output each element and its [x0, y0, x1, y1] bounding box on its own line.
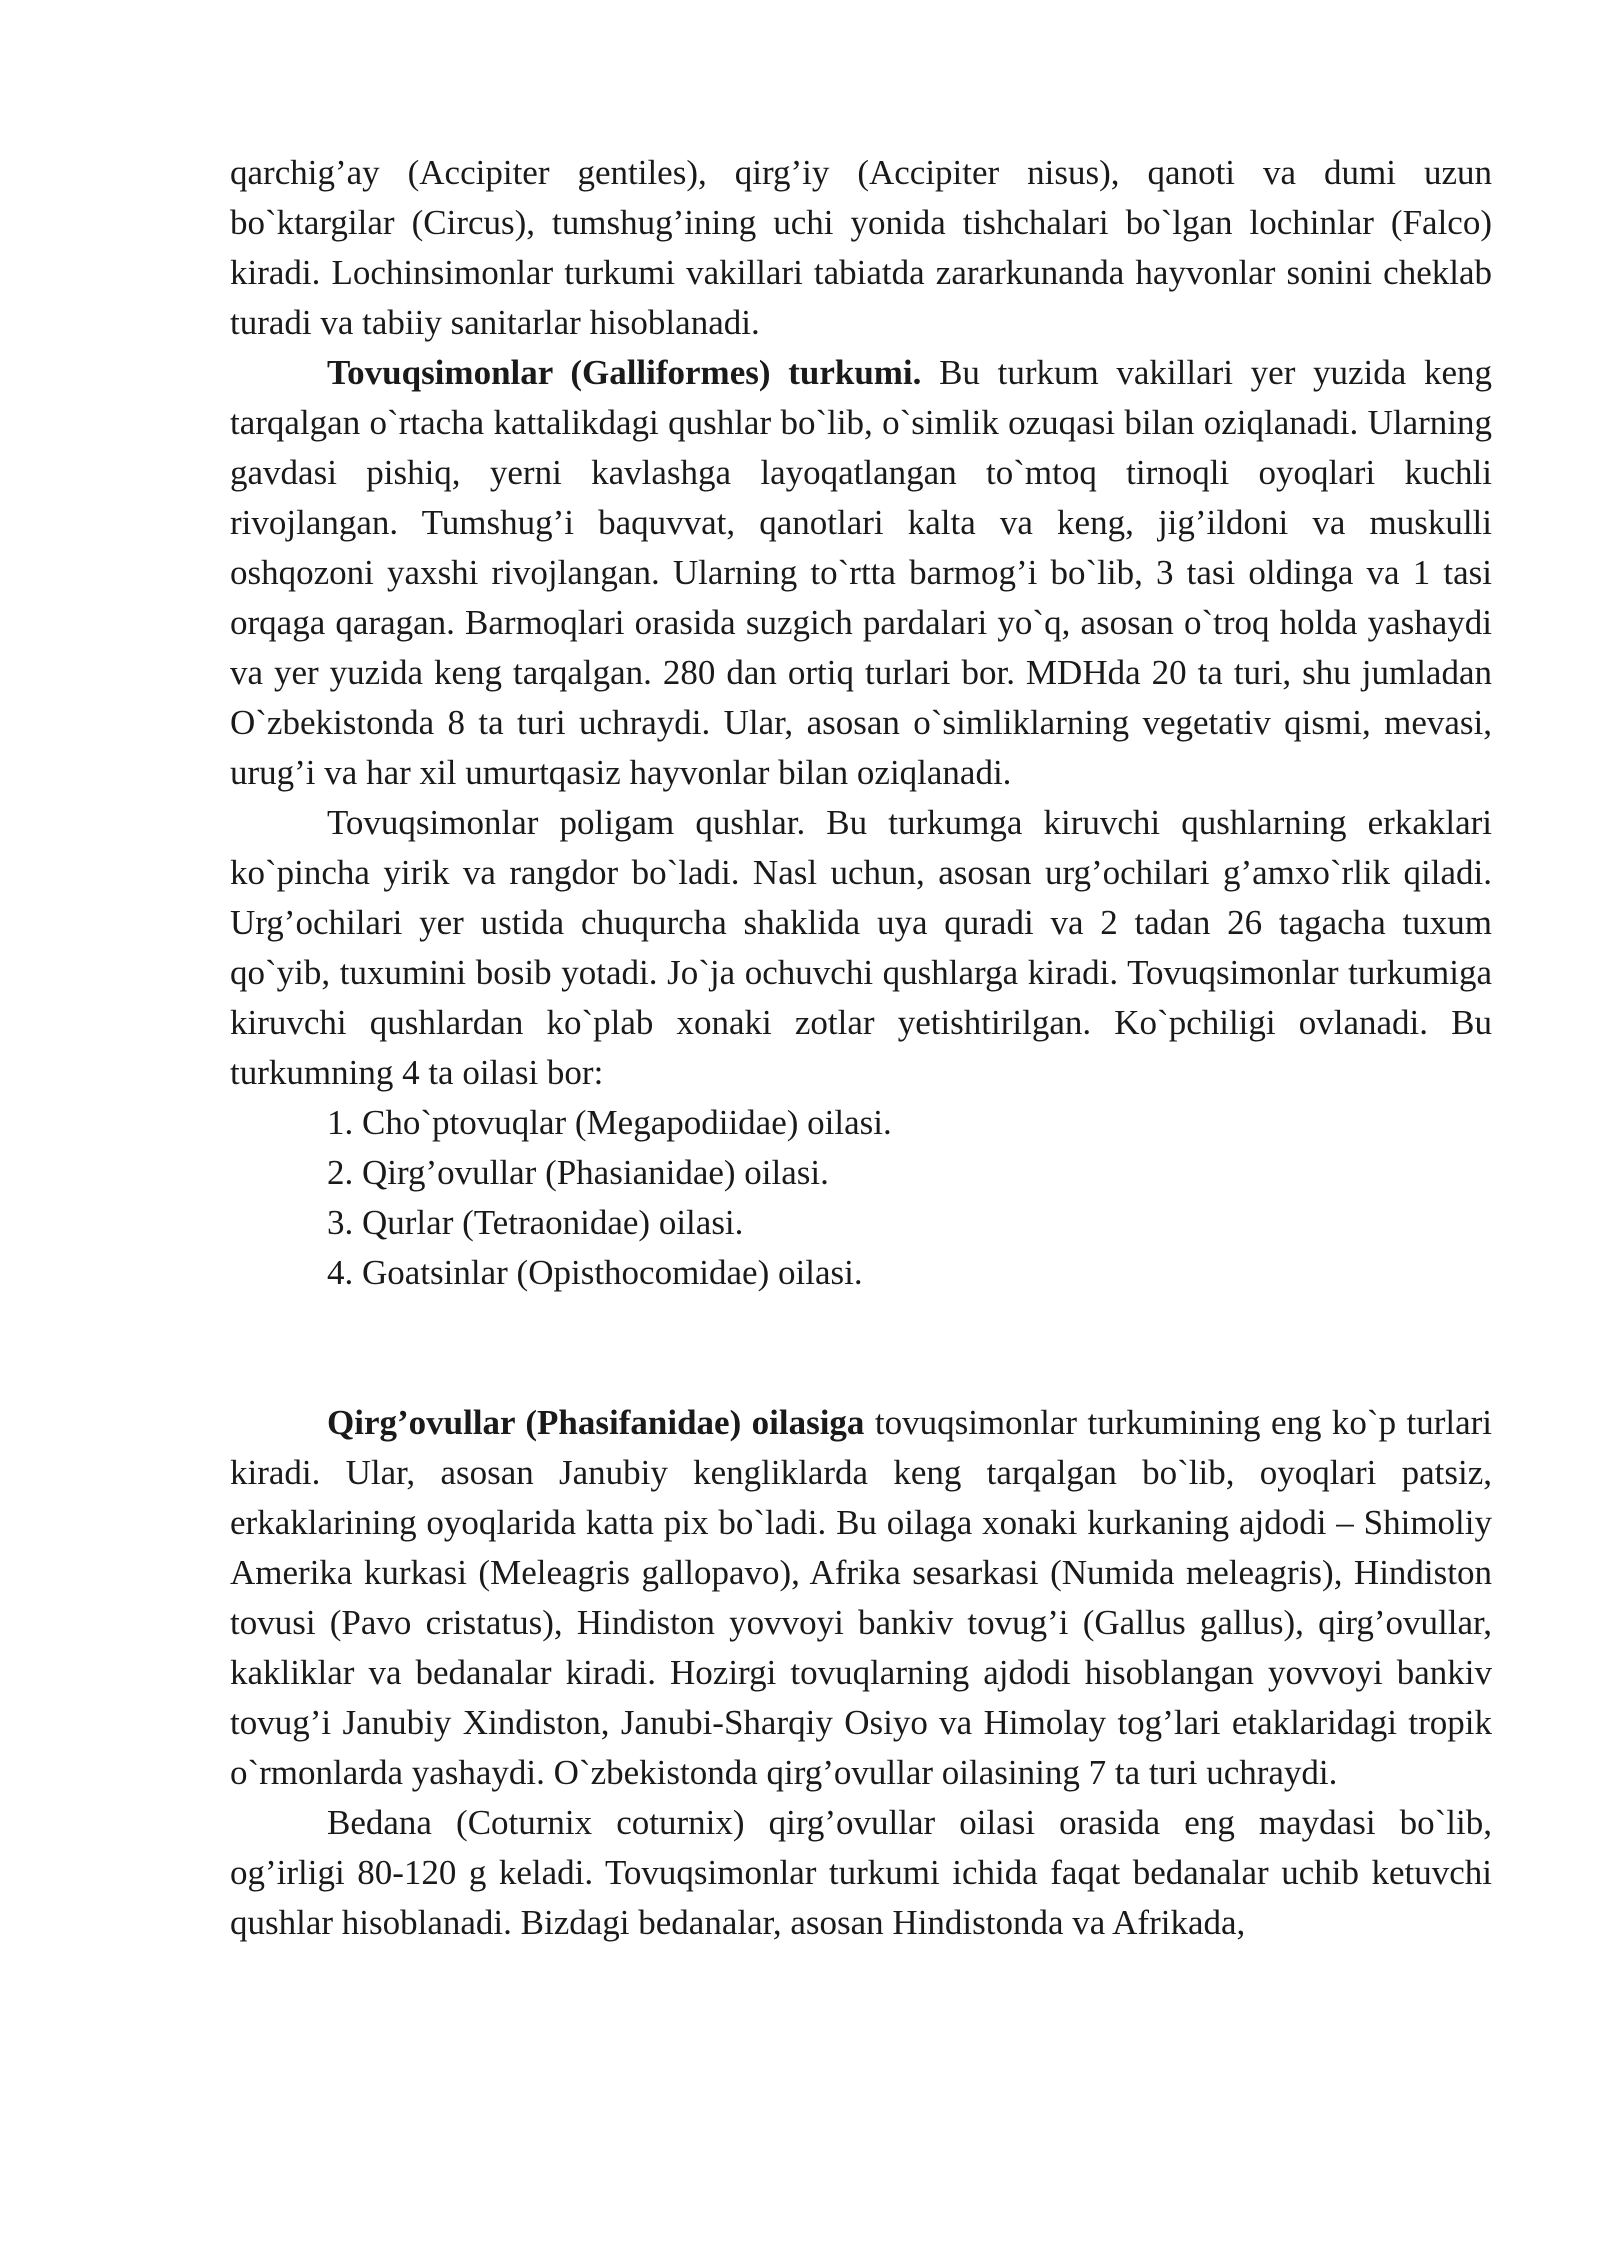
paragraph-accipiter — [230, 148, 1492, 348]
list-item: 1. Cho`ptovuqlar (Megapodiidae) oilasi. — [327, 1103, 892, 1142]
paragraph-phasianidae — [230, 1398, 1492, 1798]
section-heading-galliformes: Tovuqsimonlar (Galliformes) turkumi. — [327, 353, 922, 392]
paragraph-coturnix — [230, 1798, 1492, 1948]
paragraph-text: Bu turkum vakillari yer yuzida keng tarqalgan o`rtacha kattalikdagi qushlar bo`lib, o`simlik ozuqasi bilan oziqlanadi. Ularning gavdasi pishiq, yerni kavlashga layoqatlangan to`mtoq tirnoqli oyoqlari kuchli rivojlangan. Tumshug’i baquvvat, qanotlari kalta va keng, jig’ildoni va muskulli oshqozoni yaxshi rivojlangan. Ularning to`rtta barmog’i bo`lib, 3 tasi oldinga va 1 tasi orqaga qaragan. Barmoqlari orasida suzgich pardalari yo`q, asosan o`troq holda yashaydi va yer yuzida keng tarqalgan. 280 dan ortiq turlari bor. MDHda 20 ta turi, shu jumladan O`zbekistonda 8 ta turi uchraydi. Ular, asosan o`simliklarning vegetativ qismi, mevasi, urug’i va har xil umurtqasiz hayvonlar bilan oziqlanadi. — [230, 353, 1493, 792]
paragraph-text: qarchig’ay (Accipiter gentiles), qirg’iy (Accipiter nisus), qanoti va dumi uzun bo`ktargilar (Circus), tumshug’ining uchi yonida tishchalari bo`lgan lochinlar (Falco) kiradi. Lochinsimonlar turkumi vakillari tabiatda zararkunanda hayvonlar sonini cheklab turadi va tabiiy sanitarlar hisoblanadi. — [230, 153, 1492, 342]
paragraph-text: tovuqsimonlar turkumining eng ko`p turlari kiradi. Ular, asosan Janubiy kengliklarda keng tarqalgan bo`lib, oyoqlari patsiz, erkaklarining oyoqlarida katta pix bo`ladi. Bu oilaga xonaki kurkaning ajdodi – Shimoliy Amerika kurkasi (Meleagris gallopavo), Afrika sesarkasi (Numida meleagris), Hindiston tovusi (Pavo cristatus), Hindiston yovvoyi bankiv tovug’i (Gallus gallus), qirg’ovullar, kakliklar va bedanalar kiradi. Hozirgi tovuqlarning ajdodi hisoblangan yovvoyi bankiv tovug’i Janubiy Xindiston, Janubi-Sharqiy Osiyo va Himolay tog’lari etaklaridagi tropik o`rmonlarda yashaydi. O`zbekistonda qirg’ovullar oilasining 7 ta turi uchraydi. — [230, 1403, 1493, 1792]
paragraph-text: Bedana (Coturnix coturnix) qirg’ovullar oilasi orasida eng maydasi bo`lib, og’irligi 80-120 g keladi. Tovuqsimonlar turkumi ichida faqat bedanalar uchib ketuvchi qushlar hisoblanadi. Bizdagi bedanalar, asosan Hindistonda va Afrikada, — [230, 1803, 1492, 1942]
blank-space — [230, 1298, 1492, 1398]
families-list — [230, 1098, 1492, 1298]
document-page — [230, 148, 1492, 1948]
list-item: 3. Qurlar (Tetraonidae) oilasi. — [327, 1203, 744, 1242]
paragraph-polygamy — [230, 798, 1492, 1098]
paragraph-galliformes — [230, 348, 1492, 798]
paragraph-text: Tovuqsimonlar poligam qushlar. Bu turkumga kiruvchi qushlarning erkaklari ko`pincha yirik va rangdor bo`ladi. Nasl uchun, asosan urg’ochilari g’amxo`rlik qiladi. Urg’ochilari yer ustida chuqurcha shaklida uya quradi va 2 tadan 26 tagacha tuxum qo`yib, tuxumini bosib yotadi. Jo`ja ochuvchi qushlarga kiradi. Tovuqsimonlar turkumiga kiruvchi qushlardan ko`plab xonaki zotlar yetishtirilgan. Ko`pchiligi ovlanadi. Bu turkumning 4 ta oilasi bor: — [230, 803, 1492, 1092]
list-item: 2. Qirg’ovullar (Phasianidae) oilasi. — [327, 1153, 829, 1192]
section-heading-phasianidae: Qirg’ovullar (Phasifanidae) oilasiga — [327, 1403, 865, 1442]
list-item: 4. Goatsinlar (Opisthocomidae) oilasi. — [327, 1253, 863, 1292]
